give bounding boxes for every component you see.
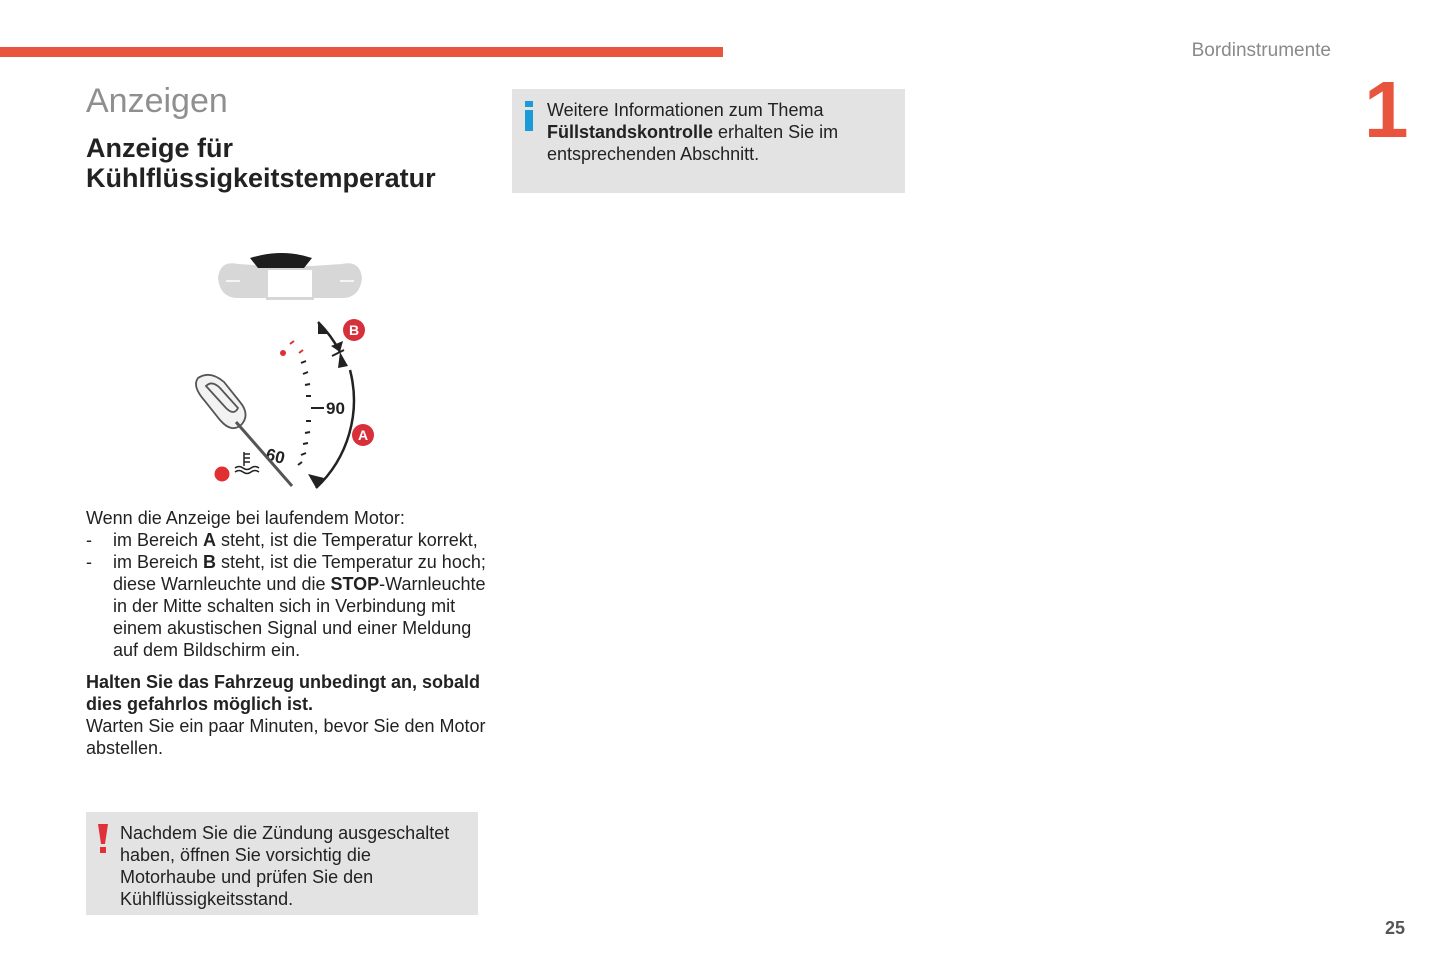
item2-text-mid: steht, ist die Temperatur zu hoch; diese Warnleuchte und die xyxy=(113,552,486,594)
intro-text: Wenn die Anzeige bei laufendem Motor: xyxy=(86,508,405,528)
list-item xyxy=(86,551,486,661)
subtitle-line-1: Anzeige für xyxy=(86,133,234,163)
tick-label-60: 60 xyxy=(263,444,287,468)
top-accent-bar xyxy=(0,47,723,57)
page-number: 25 xyxy=(1384,918,1405,938)
tick-label-90: 90 xyxy=(326,399,345,418)
info-text-part1: Weitere Informationen zum Thema xyxy=(547,100,824,120)
item1-zone: A xyxy=(203,530,217,550)
section-header: Bordinstrumente xyxy=(1191,40,1331,61)
gauge-ticks xyxy=(298,361,324,465)
body-text xyxy=(86,507,486,759)
item2-stop: STOP xyxy=(330,574,380,594)
item2-text-end: -Warnleuchte in der Mitte schalten sich in Verbindung mit einem akustischen Signal und einer Meldung auf dem Bildschirm ein. xyxy=(113,574,486,660)
zone-a-arc xyxy=(316,370,354,488)
zone-b-badge xyxy=(343,319,365,341)
item1-text: im Bereich xyxy=(113,530,204,550)
info-text xyxy=(547,99,897,165)
temperature-warning-light xyxy=(215,467,230,482)
warning-box xyxy=(86,812,478,915)
coolant-temperature-icon xyxy=(235,452,259,474)
zone-b-label: B xyxy=(348,322,360,338)
zone-a-badge xyxy=(352,424,374,446)
red-zone-ticks xyxy=(290,341,303,353)
subtitle-line-2: Kühlflüssigkeitstemperatur xyxy=(86,163,436,193)
info-icon xyxy=(523,101,535,131)
instrument-cluster-icon xyxy=(218,253,362,300)
item1-text-end: steht, ist die Temperatur korrekt, xyxy=(216,530,478,550)
list-dash: - xyxy=(86,552,92,572)
zone-a-arrow-top xyxy=(338,352,348,368)
exclamation-icon xyxy=(96,822,110,856)
item2-zone: B xyxy=(203,552,217,572)
zone-divider xyxy=(332,350,344,356)
wait-instruction: Warten Sie ein paar Minuten, bevor Sie den Motor abstellen. xyxy=(86,716,486,758)
item2-text: im Bereich xyxy=(113,552,204,572)
list-dash: - xyxy=(86,530,92,550)
info-text-part2: erhalten Sie im entsprechenden Abschnitt. xyxy=(547,122,839,164)
subtitle xyxy=(86,133,436,193)
warning-text: Nachdem Sie die Zündung ausgeschaltet haben, öffnen Sie vorsichtig die Motorhaube und prüfen Sie den Kühlflüssigkeitsstand. xyxy=(120,823,450,909)
section-title: Anzeigen xyxy=(86,82,228,120)
info-box xyxy=(512,89,905,193)
info-text-bold: Füllstandskontrolle xyxy=(547,122,714,142)
red-zone-dot xyxy=(280,350,286,356)
condition-list xyxy=(86,529,486,661)
zone-a-label: A xyxy=(357,427,369,443)
temperature-gauge-figure xyxy=(180,240,400,500)
list-item xyxy=(86,529,486,551)
stop-vehicle-warning: Halten Sie das Fahrzeug unbedingt an, sobald dies gefahrlos möglich ist. xyxy=(86,672,481,714)
chapter-number: 1 xyxy=(1364,65,1409,154)
